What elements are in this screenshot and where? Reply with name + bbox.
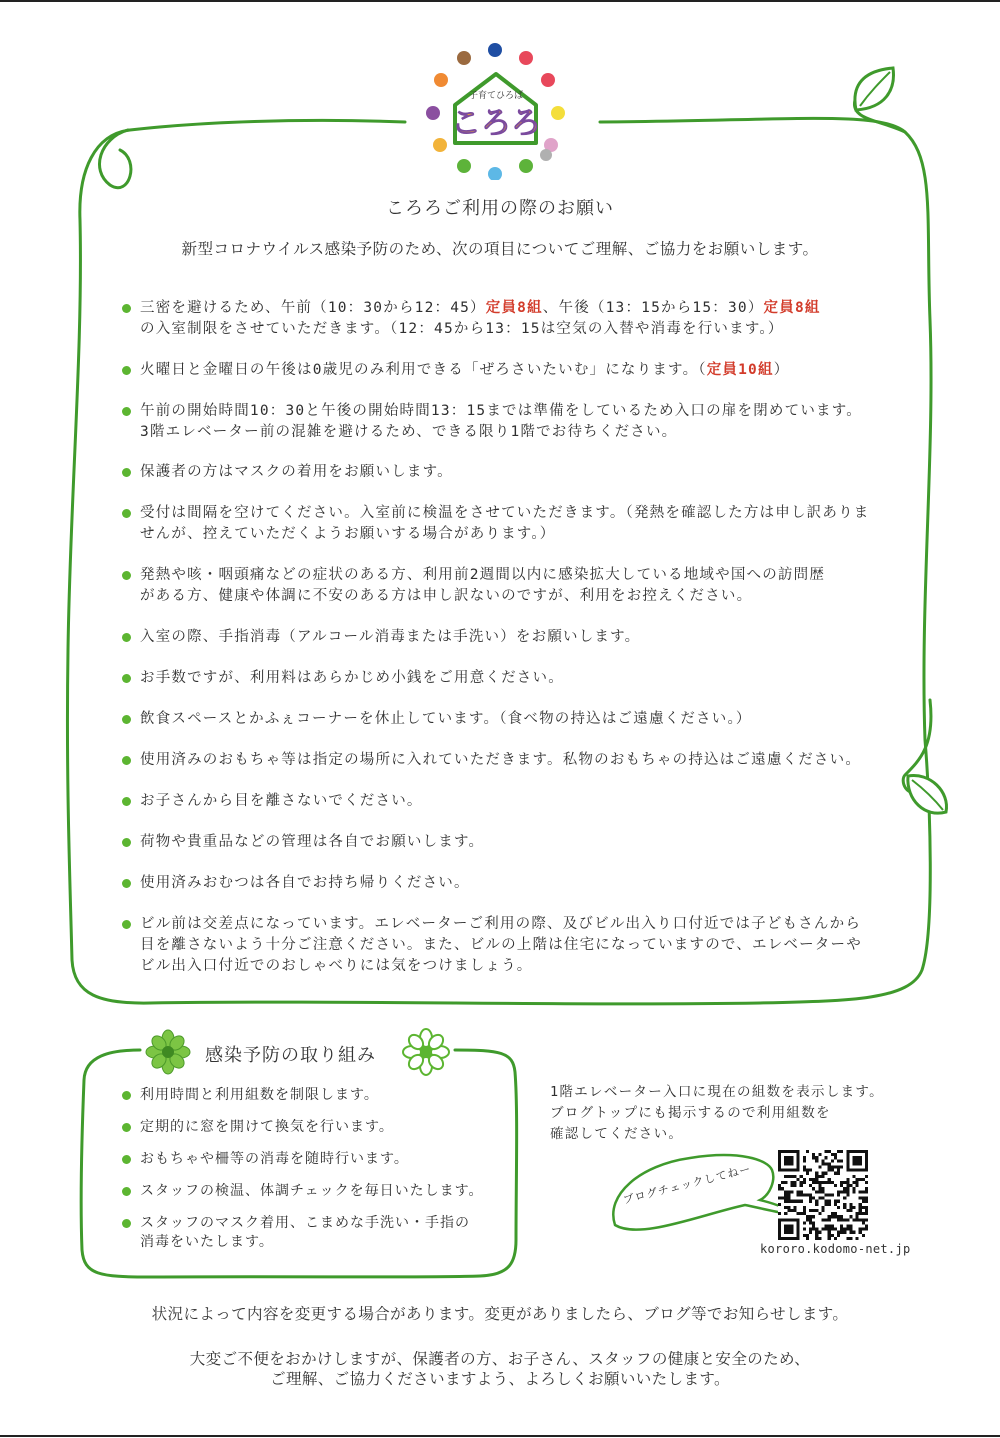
frame-loop-left — [100, 130, 131, 188]
notice-text: 発熱や咳・咽頭痛などの症状のある方、利用前2週間以内に感染拡大している地域や国への訪問歴 がある方、健康や体調に不安のある方は申し訳ないのですが、利用をお控えください。 — [140, 567, 826, 604]
notice-list — [122, 298, 922, 997]
notice-title: ころろご利用の際のお願い — [386, 198, 614, 219]
notice-item — [122, 791, 922, 812]
notice-item — [122, 914, 922, 977]
notice-item — [122, 401, 922, 443]
measure-item — [122, 1086, 502, 1105]
bullet-dot-icon — [122, 1187, 131, 1196]
bullet-dot-icon — [122, 407, 131, 416]
blog-check-bubble: ブログチェックしてねー — [621, 1162, 753, 1207]
bullet-dot-icon — [122, 1091, 131, 1100]
measure-text: スタッフの検温、体調チェックを毎日いたします。 — [140, 1183, 484, 1199]
bullet-dot-icon — [122, 633, 131, 642]
qr-code-icon[interactable] — [778, 1150, 868, 1240]
notice-text: 受付は間隔を空けてください。入室前に検温をさせていただきます。（発熱を確認した方は申し訳ありま せんが、控えていただくようお願いする場合があります。） — [140, 505, 870, 542]
flower-icon — [402, 1028, 450, 1076]
notice-text: 荷物や貴重品などの管理は各自でお願いします。 — [140, 834, 485, 850]
qr-note: 1階エレベーター入口に現在の組数を表示します。 ブログトップにも掲示するので利用組数を 確認してください。 — [550, 1084, 884, 1142]
notice-intro: 新型コロナウイルス感染予防のため、次の項目についてご理解、ご協力をお願いします。 — [181, 240, 819, 258]
bullet-dot-icon — [122, 468, 131, 477]
measures-title: 感染予防の取り組み — [205, 1045, 376, 1066]
kororo-logo — [418, 40, 578, 180]
measure-item — [122, 1182, 502, 1201]
notice-text: の入室制限をさせていただきます。（12：45から13：15は空気の入替や消毒を行います。） — [140, 321, 784, 337]
bullet-dot-icon — [122, 509, 131, 518]
bullet-dot-icon — [122, 879, 131, 888]
notice-text: お手数ですが、利用料はあらかじめ小銭をご用意ください。 — [140, 670, 564, 686]
notice-item — [122, 298, 922, 340]
notice-item — [122, 832, 922, 853]
notice-item — [122, 709, 922, 730]
measure-text: おもちゃや柵等の消毒を随時行います。 — [140, 1151, 409, 1167]
notice-item — [122, 873, 922, 894]
measure-text: スタッフのマスク着用、こまめな手洗い・手指の 消毒をいたします。 — [140, 1215, 470, 1250]
footer-change-notice: 状況によって内容を変更する場合があります。変更がありましたら、ブログ等でお知らせします。 — [151, 1305, 849, 1323]
measure-text: 利用時間と利用組数を制限します。 — [140, 1087, 379, 1103]
notice-text: 午前の開始時間10：30と午後の開始時間13：15までは準備をしているため入口の扉を閉めています。 3階エレベーター前の混雑を避けるため、できる限り1階でお待ちください。 — [140, 403, 862, 440]
notice-text: 保護者の方はマスクの着用をお願いします。 — [140, 464, 453, 480]
notice-text: 火曜日と金曜日の午後は0歳児のみ利用できる「ぜろさいたいむ」になります。（ — [140, 362, 707, 378]
capacity-highlight: 定員8組 — [485, 300, 543, 316]
notice-text: 飲食スペースとかふぇコーナーを休止しています。（食べ物の持込はご遠慮ください。） — [140, 711, 752, 727]
bullet-dot-icon — [122, 571, 131, 580]
notice-item — [122, 503, 922, 545]
bullet-dot-icon — [122, 756, 131, 765]
measure-item — [122, 1118, 502, 1137]
logo-name: ころろ — [451, 106, 541, 141]
notice-text: 使用済みのおもちゃ等は指定の場所に入れていただきます。私物のおもちゃの持込はご遠慮ください。 — [140, 752, 862, 768]
notice-item — [122, 627, 922, 648]
notice-text: 、午後（13：15から15：30） — [542, 300, 764, 316]
capacity-highlight: 定員8組 — [763, 300, 821, 316]
notice-text: 三密を避けるため、午前（10：30から12：45） — [140, 300, 486, 316]
bullet-dot-icon — [122, 366, 131, 375]
logo-tagline: 子育てひろば — [468, 91, 524, 101]
bullet-dot-icon — [122, 838, 131, 847]
bullet-dot-icon — [122, 674, 131, 683]
notice-item — [122, 462, 922, 483]
notice-text: 使用済みおむつは各自でお持ち帰りください。 — [140, 875, 470, 891]
bullet-dot-icon — [122, 797, 131, 806]
notice-text: お子さんから目を離さないでください。 — [140, 793, 423, 809]
notice-text: ） — [773, 362, 790, 378]
bullet-dot-icon — [122, 715, 131, 724]
notice-text: ビル前は交差点になっています。エレベーターご利用の際、及びビル出入り口付近では子どもさんから 目を離さないよう十分ご注意ください。また、ビルの上階は住宅になっていますので、エレベーターや ビル出入口付近でのおしゃべりには気をつけましょう。 — [140, 916, 862, 974]
measure-item — [122, 1150, 502, 1169]
notice-item — [122, 668, 922, 689]
bullet-dot-icon — [122, 920, 131, 929]
footer-closing: 大変ご不便をおかけしますが、保護者の方、お子さん、スタッフの健康と安全のため、 ご理解、ご協力くださいますよう、よろしくお願いいたします。 — [189, 1350, 811, 1388]
measure-item — [122, 1214, 502, 1252]
bullet-dot-icon — [122, 1155, 131, 1164]
notice-text: 入室の際、手指消毒（アルコール消毒または手洗い）をお願いします。 — [140, 629, 641, 645]
bullet-dot-icon — [122, 1219, 131, 1228]
measure-text: 定期的に窓を開けて換気を行います。 — [140, 1119, 394, 1135]
notice-item — [122, 750, 922, 771]
notice-item — [122, 360, 922, 381]
flower-icon — [145, 1029, 191, 1075]
capacity-highlight: 定員10組 — [706, 362, 774, 378]
bullet-dot-icon — [122, 304, 131, 313]
bullet-dot-icon — [122, 1123, 131, 1132]
notice-item — [122, 565, 922, 607]
blog-url[interactable]: kororo.kodomo-net.jp — [760, 1242, 911, 1256]
measures-list — [122, 1086, 502, 1265]
